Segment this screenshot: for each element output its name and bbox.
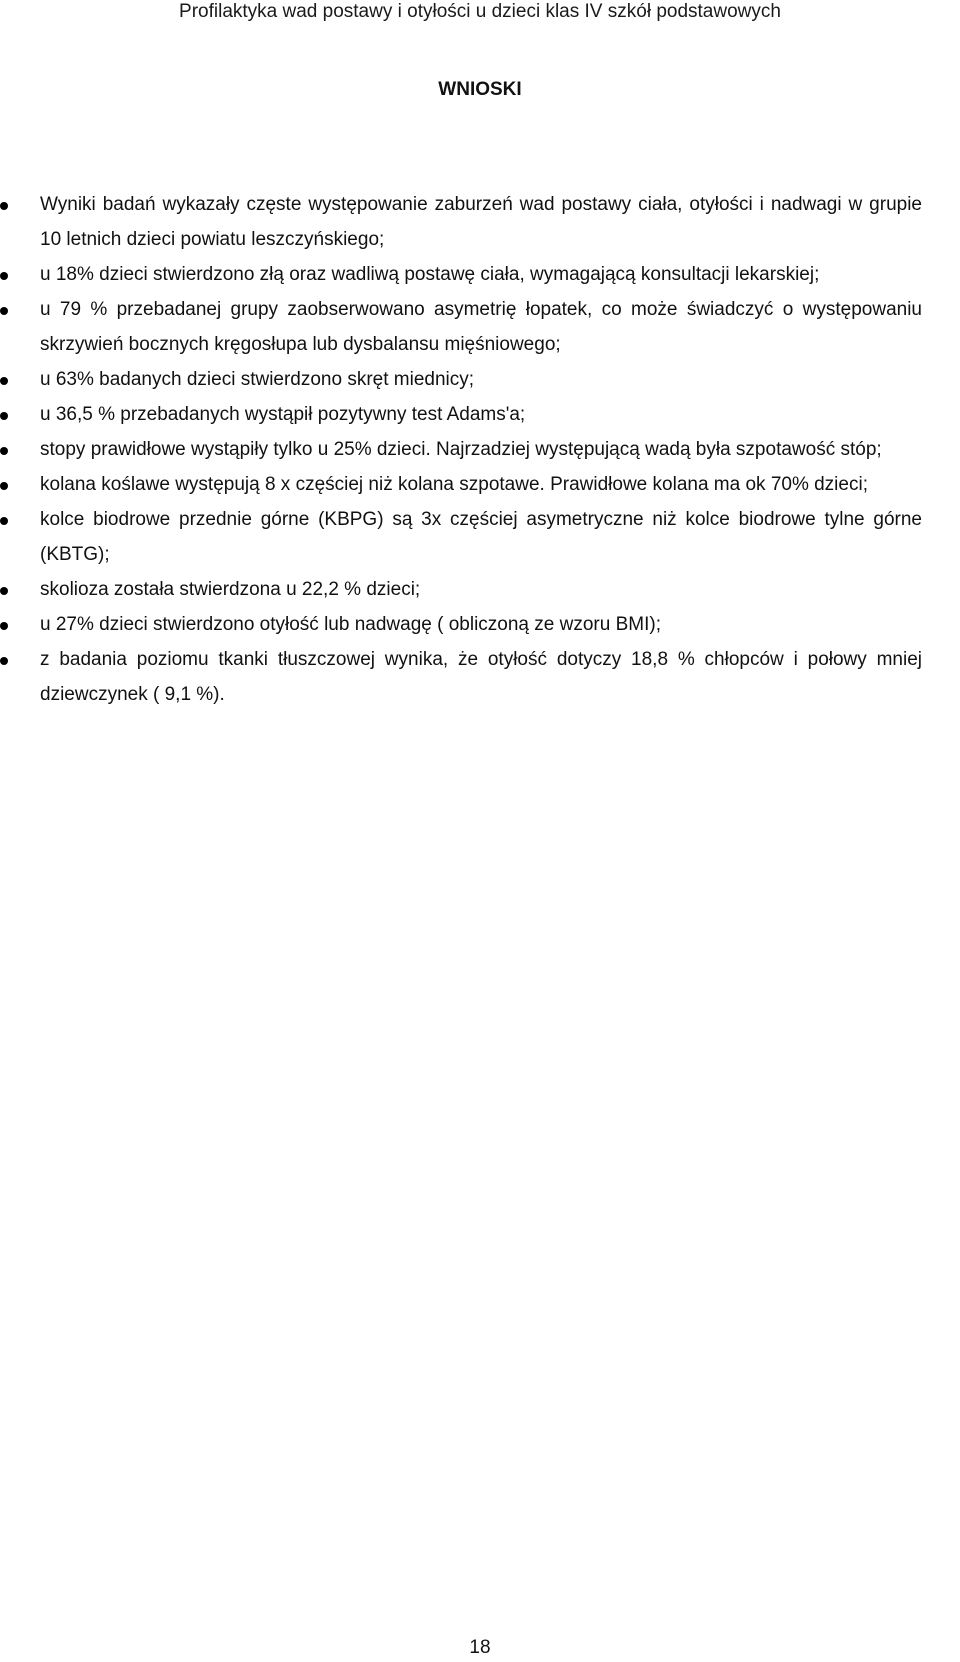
- conclusion-item: [0, 292, 922, 362]
- conclusion-text: u 18% dzieci stwierdzono złą oraz wadliwą postawę ciała, wymagającą konsultacji lekarskiej;: [40, 264, 820, 285]
- bullet-icon: [0, 272, 8, 280]
- conclusion-item: [0, 572, 922, 607]
- running-header: Profilaktyka wad postawy i otyłości u dzieci klas IV szkół podstawowych: [179, 1, 781, 22]
- conclusion-item: [0, 502, 922, 572]
- conclusion-item: [0, 362, 922, 397]
- bullet-icon: [0, 482, 8, 490]
- conclusion-item: [0, 257, 922, 292]
- conclusion-item: [0, 642, 922, 712]
- bullet-icon: [0, 622, 8, 630]
- bullet-icon: [0, 517, 8, 525]
- conclusion-item: [0, 432, 922, 467]
- conclusion-item: [0, 467, 922, 502]
- bullet-icon: [0, 412, 8, 420]
- conclusion-text: u 36,5 % przebadanych wystąpił pozytywny test Adams'a;: [40, 404, 526, 425]
- conclusion-text: u 63% badanych dzieci stwierdzono skręt miednicy;: [40, 369, 475, 390]
- conclusion-text: u 27% dzieci stwierdzono otyłość lub nadwagę ( obliczoną ze wzoru BMI);: [40, 614, 661, 635]
- conclusion-text: z badania poziomu tkanki tłuszczowej wynika, że otyłość dotyczy 18,8 % chłopców i połowy mniej dziewczynek ( 9,1 %).: [40, 649, 922, 705]
- bullet-icon: [0, 447, 8, 455]
- conclusion-text: skolioza została stwierdzona u 22,2 % dzieci;: [40, 579, 421, 600]
- page-number: 18: [469, 1637, 491, 1658]
- section-title: WNIOSKI: [438, 79, 522, 100]
- conclusion-item: [0, 607, 922, 642]
- conclusion-item: [0, 187, 922, 257]
- conclusions-list: [0, 187, 922, 712]
- conclusion-item: [0, 397, 922, 432]
- conclusion-text: kolana koślawe występują 8 x częściej niż kolana szpotawe. Prawidłowe kolana ma ok 70% dzieci;: [40, 474, 868, 495]
- conclusion-text: stopy prawidłowe wystąpiły tylko u 25% dzieci. Najrzadziej występującą wadą była szpotawość stóp;: [40, 439, 882, 460]
- bullet-icon: [0, 202, 8, 210]
- bullet-icon: [0, 657, 8, 665]
- conclusion-text: Wyniki badań wykazały częste występowanie zaburzeń wad postawy ciała, otyłości i nadwagi w grupie 10 letnich dzieci powiatu leszczyńskiego;: [40, 194, 922, 250]
- conclusion-text: u 79 % przebadanej grupy zaobserwowano asymetrię łopatek, co może świadczyć o występowaniu skrzywień bocznych kręgosłupa lub dysbalansu mięśniowego;: [40, 299, 922, 355]
- bullet-icon: [0, 377, 8, 385]
- bullet-icon: [0, 307, 8, 315]
- bullet-icon: [0, 587, 8, 595]
- conclusion-text: kolce biodrowe przednie górne (KBPG) są 3x częściej asymetryczne niż kolce biodrowe tylne górne (KBTG);: [40, 509, 922, 565]
